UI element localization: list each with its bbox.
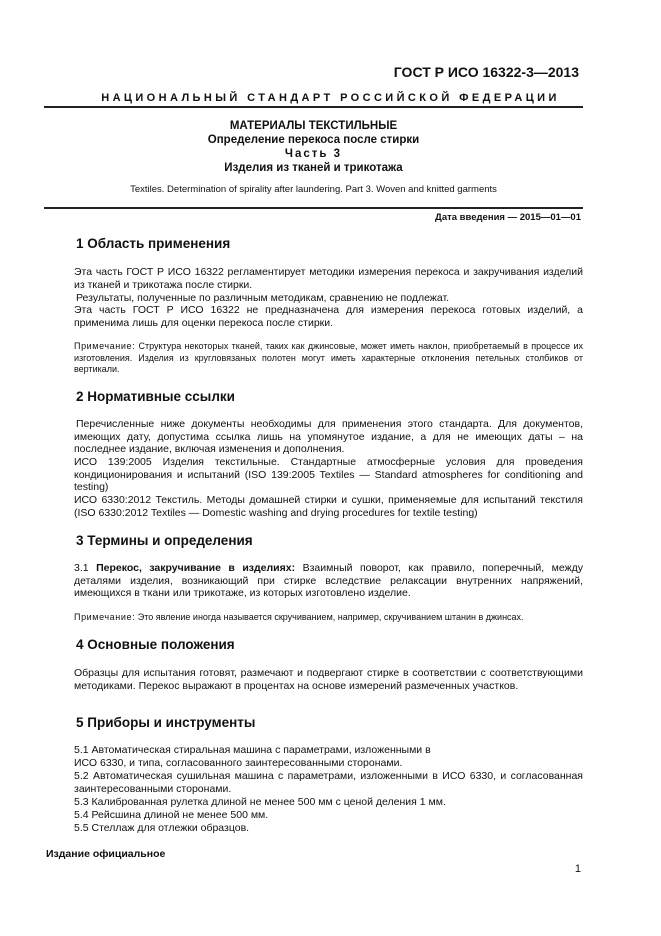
section-1-paragraph-2: Результаты, полученные по различным методикам, сравнению не подлежат. (76, 292, 450, 304)
section-1-note (74, 341, 583, 376)
section-2-paragraph-3: ИСО 6330:2012 Текстиль. Методы домашней стирки и сушки, применяемые для испытаний текстиля (ISO 6330:2012 Textiles — Domestic washing and drying procedures for textile testing) (74, 494, 583, 519)
effective-date: Дата введения — 2015—01—01 (435, 212, 581, 223)
note-text: Структура некоторых тканей, таких как джинсовые, может иметь наклон, приобретаемый в процессе их изготовления. Изделия из кругловязаных полотен могут иметь характерные отклонения петельных столбиков от вертикали. (74, 341, 583, 374)
section-5-item-2: 5.2 Автоматическая сушильная машина с параметрами, изложенными в ИСО 6330, и согласованная заинтересованными сторонами. (74, 770, 583, 795)
section-3-term-definition (74, 562, 583, 600)
title-line-3: Часть 3 (284, 148, 343, 160)
title-block (44, 119, 583, 175)
term-definition: Взаимный поворот, как правило, поперечный, между деталями изделия, возникающий при стирке вследствие релаксации внутренних напряжений, имеющихся в ткани или трикотаже, из которых изготовлено изделие. (74, 562, 584, 600)
section-3-note (74, 612, 583, 624)
edition-label: Издание официальное (46, 848, 166, 860)
section-5-item-1 (74, 744, 583, 769)
term-number: 3.1 (74, 562, 89, 574)
section-2-paragraph-2: ИСО 139:2005 Изделия текстильные. Стандартные атмосферные условия для проведения кондиционирования и испытаний (ISO 139:2005 Textiles — Standard atmospheres for conditioning and testing) (74, 456, 583, 494)
term-name: Перекос, закручивание в изделиях: (96, 562, 296, 574)
section-5-item-4: 5.4 Рейсшина длиной не менее 500 мм. (74, 809, 269, 821)
section-5-heading: 5 Приборы и инструменты (76, 715, 256, 730)
title-line-4: Изделия из тканей и трикотажа (224, 162, 403, 174)
title-line-1: МАТЕРИАЛЫ ТЕКСТИЛЬНЫЕ (229, 120, 398, 132)
section-5-item-5: 5.5 Стеллаж для отлежки образцов. (74, 822, 250, 834)
item-1-line-2: ИСО 6330, и типа, согласованного заинтересованными сторонами. (74, 756, 403, 769)
note-label: Примечание: (74, 612, 136, 622)
document-code: ГОСТ Р ИСО 16322-3—2013 (393, 64, 579, 80)
section-4-heading: 4 Основные положения (76, 637, 235, 652)
section-2-heading: 2 Нормативные ссылки (76, 389, 235, 404)
title-rule (44, 207, 583, 209)
section-1-paragraph-3: Эта часть ГОСТ Р ИСО 16322 не предназначена для измерения перекоса готовых изделий, а применима лишь для оценки перекоса после стирки. (74, 304, 583, 329)
section-1-paragraph-1: Эта часть ГОСТ Р ИСО 16322 регламентирует методики измерения перекоса и закручивания изделий из тканей и трикотажа после стирки. (74, 266, 583, 291)
section-3-heading: 3 Термины и определения (76, 533, 253, 548)
section-4-paragraph-1: Образцы для испытания готовят, размечают и подвергают стирке в соответствии с соответствующими методиками. Перекос выражают в процентах на основе измерений размеченных участков. (74, 667, 583, 692)
national-standard-banner: НАЦИОНАЛЬНЫЙ СТАНДАРТ РОССИЙСКОЙ ФЕДЕРАЦИИ (101, 92, 560, 104)
note-text: Это явление иногда называется скручиванием, например, скручиванием штанин в джинсах. (137, 612, 524, 622)
note-label: Примечание: (74, 341, 136, 351)
section-5-item-3: 5.3 Калиброванная рулетка длиной не менее 500 мм с ценой деления 1 мм. (74, 796, 446, 808)
item-1-line-1: 5.1 Автоматическая стиральная машина с параметрами, изложенными в (74, 744, 431, 756)
english-title: Textiles. Determination of spirality after laundering. Part 3. Woven and knitted garments (130, 184, 497, 195)
page-number: 1 (574, 863, 581, 875)
section-1-heading: 1 Область применения (76, 236, 231, 251)
title-line-2: Определение перекоса после стирки (207, 134, 420, 146)
section-2-paragraph-1: Перечисленные ниже документы необходимы для применения этого стандарта. Для документов, имеющих дату, допустима ссылка лишь на упомянутое издание, а для не имеющих даты – на последнее издание, включая изменения и дополнения. (74, 418, 583, 456)
header-rule (44, 106, 583, 108)
